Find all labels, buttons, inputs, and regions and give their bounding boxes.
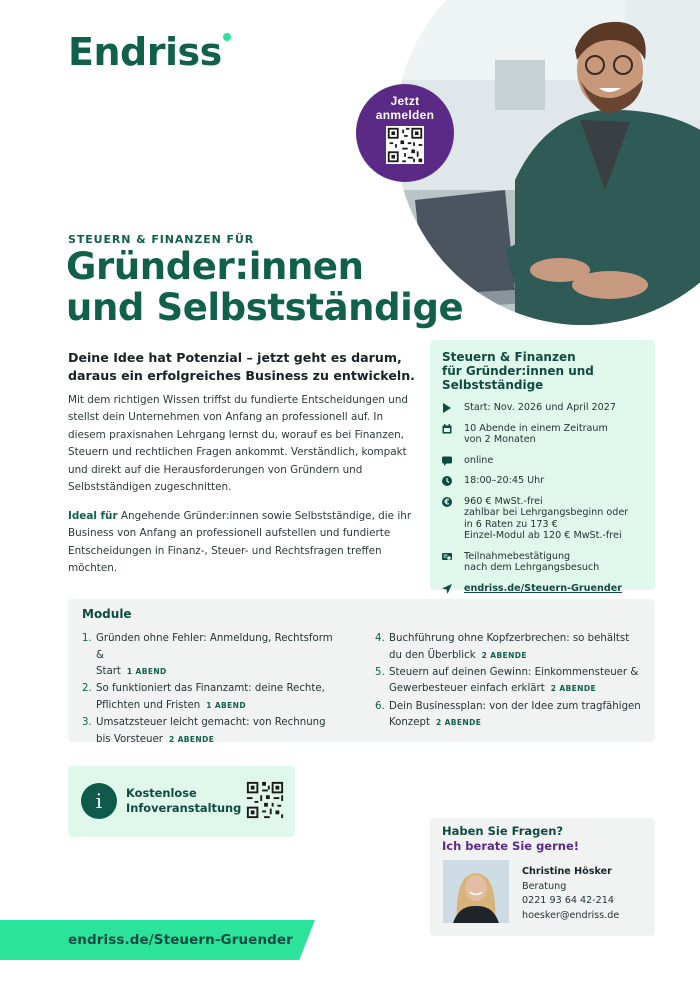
module-number: 3. — [82, 717, 92, 729]
info-price-line-4: Einzel-Modul ab 120 € MwSt.-frei — [464, 530, 622, 541]
qr-code-icon[interactable] — [245, 780, 285, 820]
info-format: online — [464, 454, 494, 466]
free-info-event-box[interactable] — [68, 766, 295, 837]
play-icon — [442, 403, 452, 413]
info-cert-line-1: Teilnahmebestätigung — [464, 550, 571, 562]
info-price — [464, 496, 628, 542]
svg-text:€: € — [444, 497, 450, 507]
info-start: Start: Nov. 2026 und April 2027 — [464, 402, 616, 413]
info-title-line-1: Steuern & Finanzen — [442, 350, 576, 364]
footer-link[interactable]: endriss.de/Steuern-Gruender — [68, 932, 293, 948]
info-row-format — [442, 455, 643, 467]
badge-text — [356, 94, 454, 122]
module-item — [375, 699, 645, 732]
info-cert-line-2: nach dem Lehrgangsbesuch — [464, 562, 600, 573]
module-title-cont: Start — [96, 666, 121, 678]
logo-dot — [223, 33, 231, 41]
module-duration-tag: 2 ABENDE — [435, 718, 482, 728]
badge-line-2: anmelden — [375, 108, 435, 122]
contact-question: Haben Sie Fragen? — [442, 824, 564, 838]
location-arrow-icon — [442, 584, 452, 594]
module-duration-tag: 2 ABENDE — [168, 734, 215, 744]
module-duration-tag: 1 ABEND — [126, 667, 167, 677]
module-title: Gründen ohne Fehler: Anmeldung, Rechtsform & — [96, 633, 333, 661]
info-title-line-2: für Gründer:innen und — [442, 364, 594, 378]
body-paragraph: Mit dem richtigen Wissen triffst du fundierte Entscheidungen und stellst dein Unternehmen von Anfang an professionell auf. In diesem praxisnahen Lehrgang lernst du, worauf es bei Finanzen, Steuern und rechtlichen Fragen ankommt. Verständlich, kompakt und direkt auf die Herausforderungen von Gründern und Selbstständigen zugeschnitten. — [68, 394, 409, 494]
info-row-certificate — [442, 551, 643, 574]
clock-icon — [442, 476, 452, 486]
logo-text: Endriss — [68, 30, 222, 74]
contact-role: Beratung — [522, 880, 567, 892]
calendar-icon — [442, 424, 452, 434]
contact-heading — [442, 824, 579, 854]
headline-kicker: STEUERN & FINANZEN FÜR — [68, 233, 255, 246]
badge-line-1: Jetzt — [390, 94, 420, 108]
info-price-line-1: 960 € MwSt.-frei — [464, 495, 543, 507]
module-duration-tag: 2 ABENDE — [481, 650, 527, 660]
info-icon: i — [81, 783, 117, 819]
info-row-price — [442, 496, 643, 542]
info-duration-line-1: 10 Abende in einem Zeitraum — [464, 422, 608, 434]
target-text: Angehende Gründer:innen sowie Selbstständige, die ihr Business von Anfang an professionell aufstellen und fundierte Entscheidungen in Finanz-, Steuer- und Rechtsfragen treffen möchten. — [68, 510, 412, 575]
info-duration-line-2: von 2 Monaten — [464, 434, 536, 445]
module-title-cont: Gewerbesteuer einfach erklärt — [389, 683, 545, 695]
module-number: 4. — [375, 633, 385, 644]
module-item — [82, 715, 337, 748]
module-duration-tag: 2 ABENDE — [550, 684, 597, 694]
info-row-time — [442, 475, 643, 487]
modules-box — [68, 599, 655, 745]
info-price-line-3: in 6 Raten zu 173 € — [464, 518, 558, 530]
free-event-line-1: Kostenlose — [126, 786, 197, 800]
info-title-line-3: Selbstständige — [442, 378, 544, 392]
module-title: Dein Businessplan: von der Idee zum tragfähigen — [389, 700, 641, 712]
course-info-box — [430, 340, 655, 594]
info-row-link — [442, 583, 643, 595]
module-title-cont: Pflichten und Fristen — [96, 699, 201, 711]
module-number: 1. — [82, 633, 92, 644]
lead-paragraph: Deine Idee hat Potenzial – jetzt geht es darum, daraus ein erfolgreiches Business zu entwickeln. — [68, 350, 415, 383]
module-title: So funktioniert das Finanzamt: deine Rechte, — [96, 683, 325, 695]
course-link[interactable]: endriss.de/Steuern-Gruender — [464, 582, 622, 594]
module-title-cont: du den Überblick — [389, 649, 476, 661]
info-row-duration — [442, 423, 643, 446]
qr-code-icon[interactable] — [386, 126, 424, 164]
module-number: 5. — [375, 666, 385, 678]
modules-right-column — [375, 631, 645, 732]
register-badge[interactable] — [356, 84, 454, 182]
page-headline — [66, 246, 463, 328]
contact-offer: Ich berate Sie gerne! — [442, 839, 580, 853]
module-duration-tag: 1 ABEND — [206, 700, 246, 710]
free-event-line-2: Infoveranstaltung — [126, 801, 242, 815]
contact-email[interactable]: hoesker@endriss.de — [522, 909, 620, 921]
module-number: 2. — [82, 683, 92, 695]
headline-line-1: Gründer:innen — [66, 245, 364, 288]
module-item — [82, 631, 337, 681]
module-number: 6. — [375, 700, 385, 712]
module-title: Steuern auf deinen Gewinn: Einkommensteuer & — [389, 666, 639, 678]
module-title: Umsatzsteuer leicht gemacht: von Rechnung — [96, 717, 326, 729]
contact-phone[interactable]: 0221 93 64 42-214 — [522, 895, 614, 907]
info-time: 18:00–20:45 Uhr — [464, 475, 545, 486]
chat-icon — [442, 456, 452, 466]
module-title-cont: Konzept — [389, 717, 430, 729]
headline-line-2: und Selbstständige — [66, 286, 464, 329]
advisor-photo-illustration — [443, 860, 509, 923]
info-duration — [464, 423, 608, 446]
info-certificate — [464, 551, 599, 574]
target-label: Ideal für — [68, 510, 118, 522]
module-title: Buchführung ohne Kopfzerbrechen: so behältst — [389, 633, 630, 644]
modules-left-column — [82, 631, 337, 749]
module-title-cont: bis Vorsteuer — [96, 733, 163, 745]
free-event-text — [126, 786, 241, 816]
module-item — [82, 681, 337, 714]
module-item — [375, 665, 645, 698]
certificate-icon — [442, 552, 452, 562]
module-item — [375, 631, 645, 664]
info-price-line-2: zahlbar bei Lehrgangsbeginn oder — [464, 507, 629, 518]
contact-details — [522, 865, 619, 923]
contact-name: Christine Hösker — [522, 866, 612, 877]
advisor-photo — [443, 860, 509, 923]
contact-box — [430, 818, 655, 936]
endriss-logo[interactable] — [68, 30, 230, 74]
modules-title: Module — [82, 607, 132, 621]
info-row-start — [442, 402, 643, 414]
euro-icon — [442, 497, 452, 507]
target-paragraph — [68, 508, 413, 578]
info-box-title — [442, 350, 643, 392]
